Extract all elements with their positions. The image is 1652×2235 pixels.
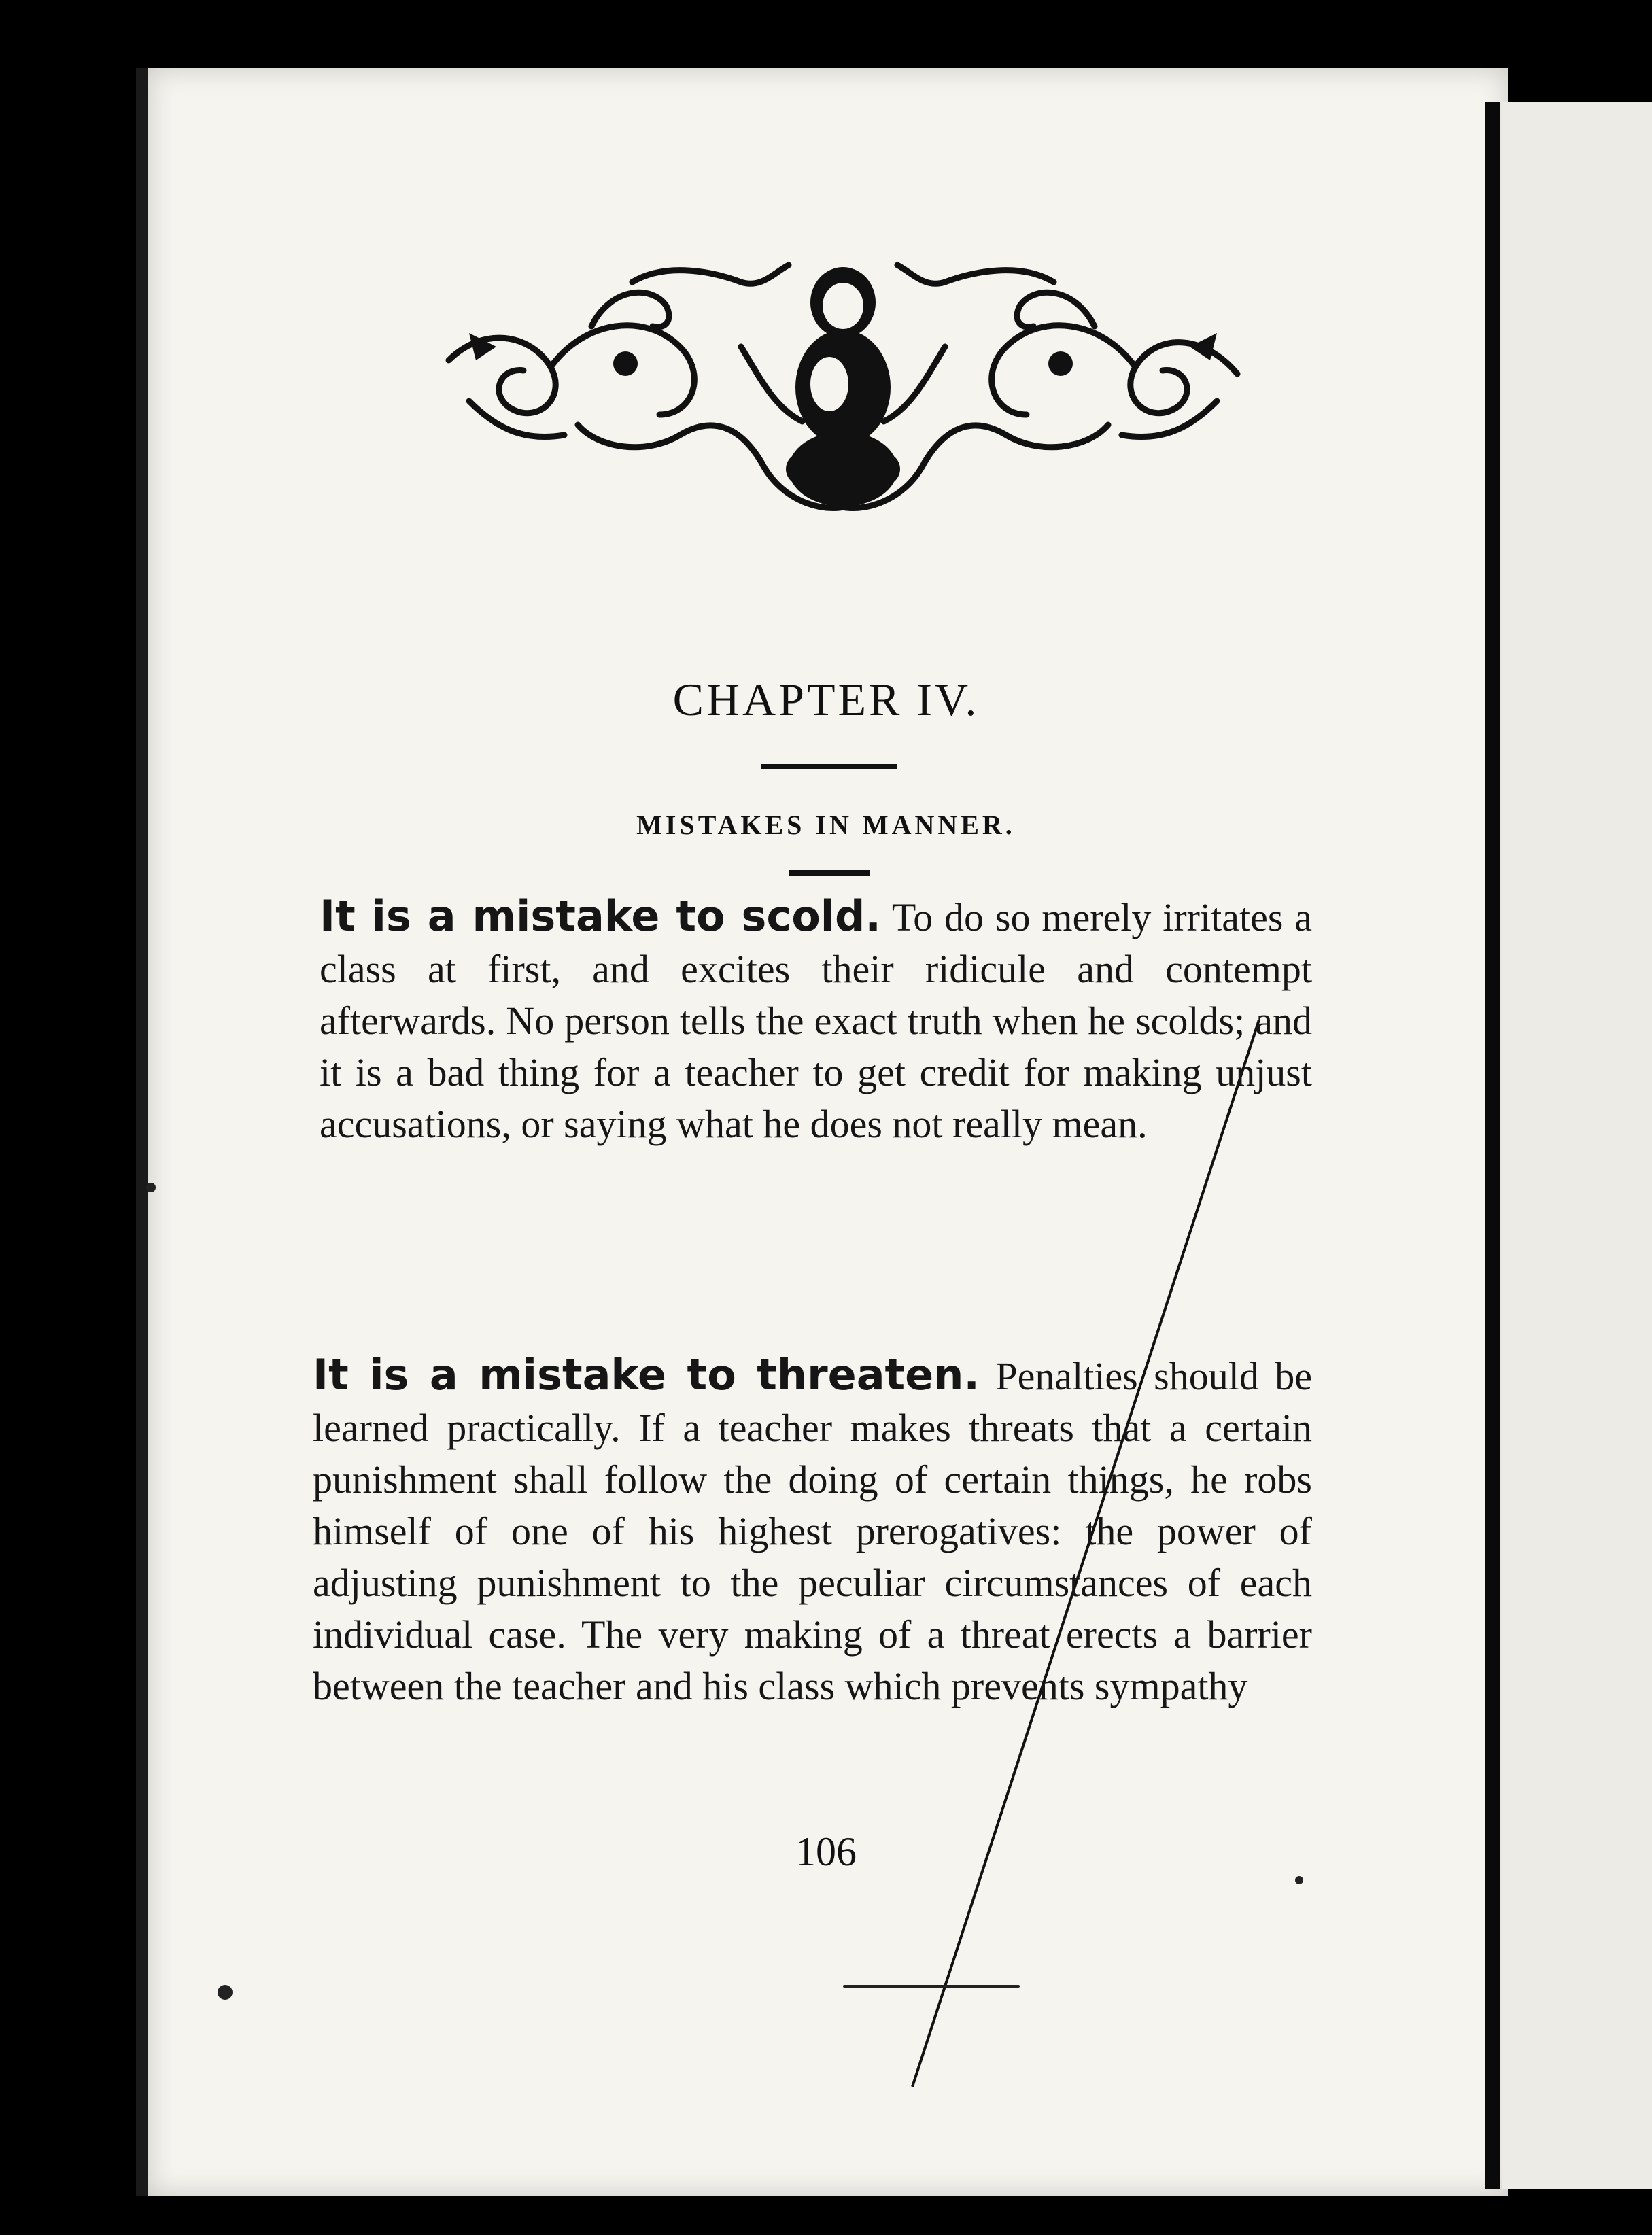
chapter-title: CHAPTER IV. <box>672 674 980 725</box>
paragraph-scold <box>320 890 1312 1150</box>
facing-page-edge <box>1502 102 1652 2189</box>
section-heading: MISTAKES IN MANNER. <box>636 810 1016 840</box>
paragraph-lead: It is a mistake to scold. <box>320 891 881 941</box>
title-divider <box>761 764 897 769</box>
ink-speck <box>1295 1876 1303 1884</box>
ink-smudge <box>843 1985 1020 1988</box>
cherub-scroll-ornament-icon <box>421 245 1264 544</box>
page-gutter-shadow <box>1485 102 1500 2189</box>
paragraph-text: Penalties should be learned practically. If a teacher makes threats that a certain punishment shall follow the doing of certain things, he robs himself of one of his highest prerogatives: the power of adjusting punishment to the peculiar circumstances of each individual case. The very making of a threat erects a barrier between the teacher and his class which prevents sympathy <box>313 1354 1313 1708</box>
ink-speck <box>146 1183 156 1192</box>
ink-speck <box>218 1985 233 2000</box>
page-number: 106 <box>795 1829 857 1874</box>
paragraph-threaten <box>313 1349 1312 1712</box>
paragraph-lead: It is a mistake to threaten. <box>313 1350 980 1400</box>
paragraph-text: To do so merely irritates a class at first, and excites their ridicule and contempt afterwards. No person tells the exact truth when he scolds; and it is a bad thing for a teacher to get credit for making unjust accusations, or saying what he does not really mean. <box>320 895 1313 1146</box>
heading-divider <box>789 870 870 876</box>
